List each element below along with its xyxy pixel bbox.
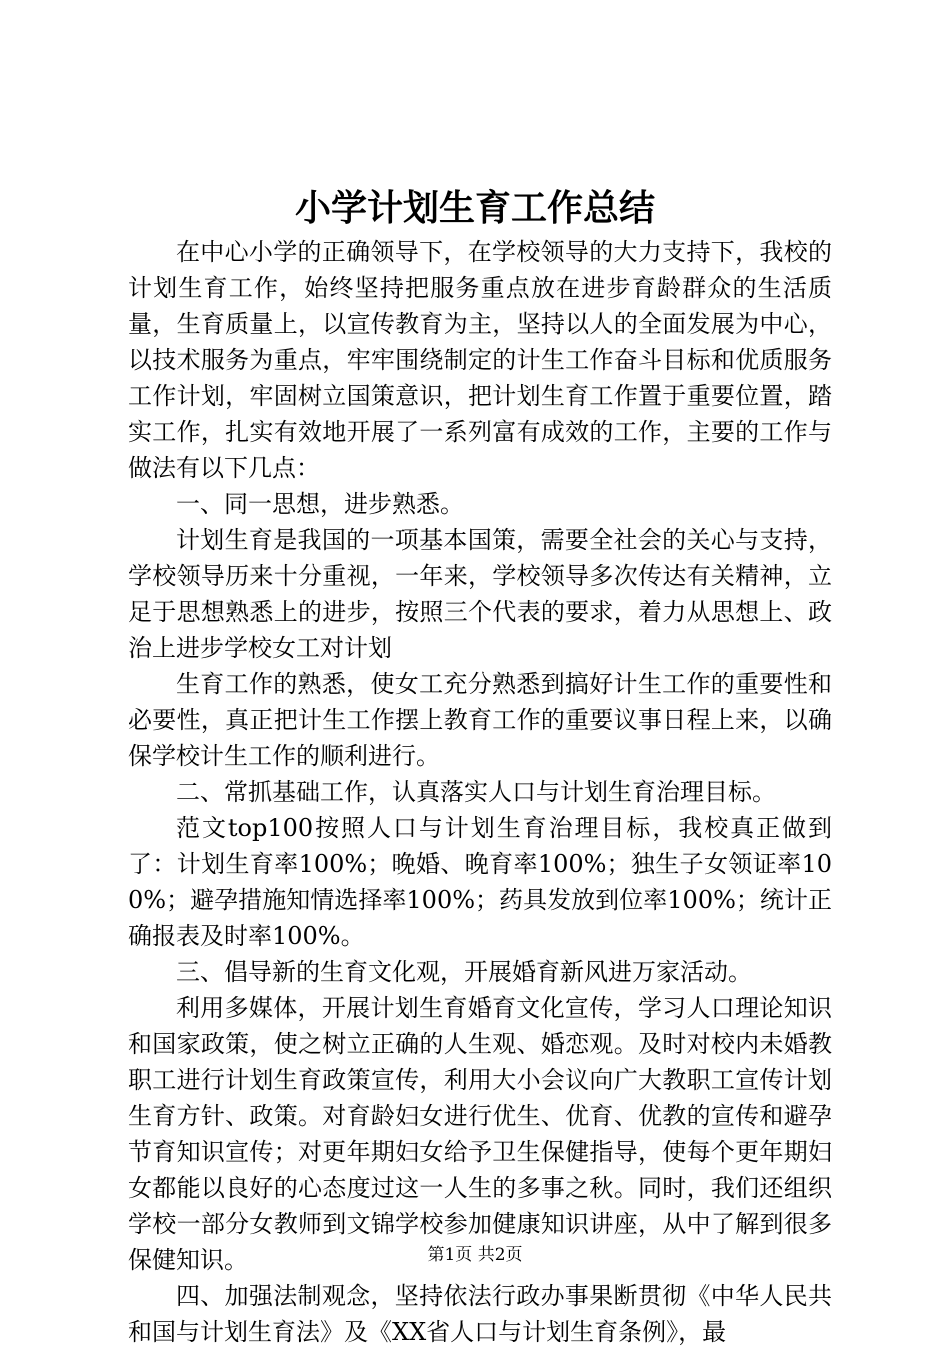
paragraph-section-4: 四、加强法制观念，坚持依法行政办事果断贯彻《中华人民共和国与计划生育法》及《XX省人口与计划生育条例》，最: [128, 1282, 832, 1346]
paragraph-section-2: 范文top100按照人口与计划生育治理目标，我校真正做到了：计划生育率100%；晚婚、晚育率100%；独生子女领证率100%；避孕措施知情选择率100%；药具发放到位率100%；统计正确报表及时率100%。: [128, 814, 832, 950]
document-body: [128, 234, 832, 1350]
section-heading-1: 一、同一思想，进步熟悉。: [176, 490, 464, 518]
paragraph-section-1-part-1: 计划生育是我国的一项基本国策，需要全社会的关心与支持，学校领导历来十分重视，一年来，学校领导多次传达有关精神，立足于思想熟悉上的进步，按照三个代表的要求，着力从思想上、政治上进步学校女工对计划: [128, 526, 832, 662]
paragraph-section-3: 利用多媒体，开展计划生育婚育文化宣传，学习人口理论知识和国家政策，使之树立正确的人生观、婚恋观。及时对校内未婚教职工进行计划生育政策宣传，利用大小会议向广大教职工宣传计划生育方针、政策。对育龄妇女进行优生、优育、优教的宣传和避孕节育知识宣传；对更年期妇女给予卫生保健指导，使每个更年期妇女都能以良好的心态度过这一人生的多事之秋。同时，我们还组织学校一部分女教师到文锦学校参加健康知识讲座，从中了解到很多保健知识。: [128, 994, 832, 1274]
paragraph-section-1-part-2: 生育工作的熟悉，使女工充分熟悉到搞好计生工作的重要性和必要性，真正把计生工作摆上教育工作的重要议事日程上来，以确保学校计生工作的顺利进行。: [128, 670, 832, 770]
section-heading-2: 二、常抓基础工作，认真落实人口与计划生育治理目标。: [176, 778, 776, 806]
section-heading-3: 三、倡导新的生育文化观，开展婚育新风进万家活动。: [176, 958, 752, 986]
paragraph-intro: 在中心小学的正确领导下，在学校领导的大力支持下，我校的计划生育工作，始终坚持把服务重点放在进步育龄群众的生活质量，生育质量上，以宣传教育为主，坚持以人的全面发展为中心，以技术服务为重点，牢牢围绕制定的计生工作奋斗目标和优质服务工作计划，牢固树立国策意识，把计划生育工作置于重要位置，踏实工作，扎实有效地开展了一系列富有成效的工作，主要的工作与做法有以下几点：: [128, 238, 832, 482]
page-footer: 第1页 共2页: [427, 1245, 523, 1265]
document-title: 小学计划生育工作总结: [294, 187, 655, 229]
